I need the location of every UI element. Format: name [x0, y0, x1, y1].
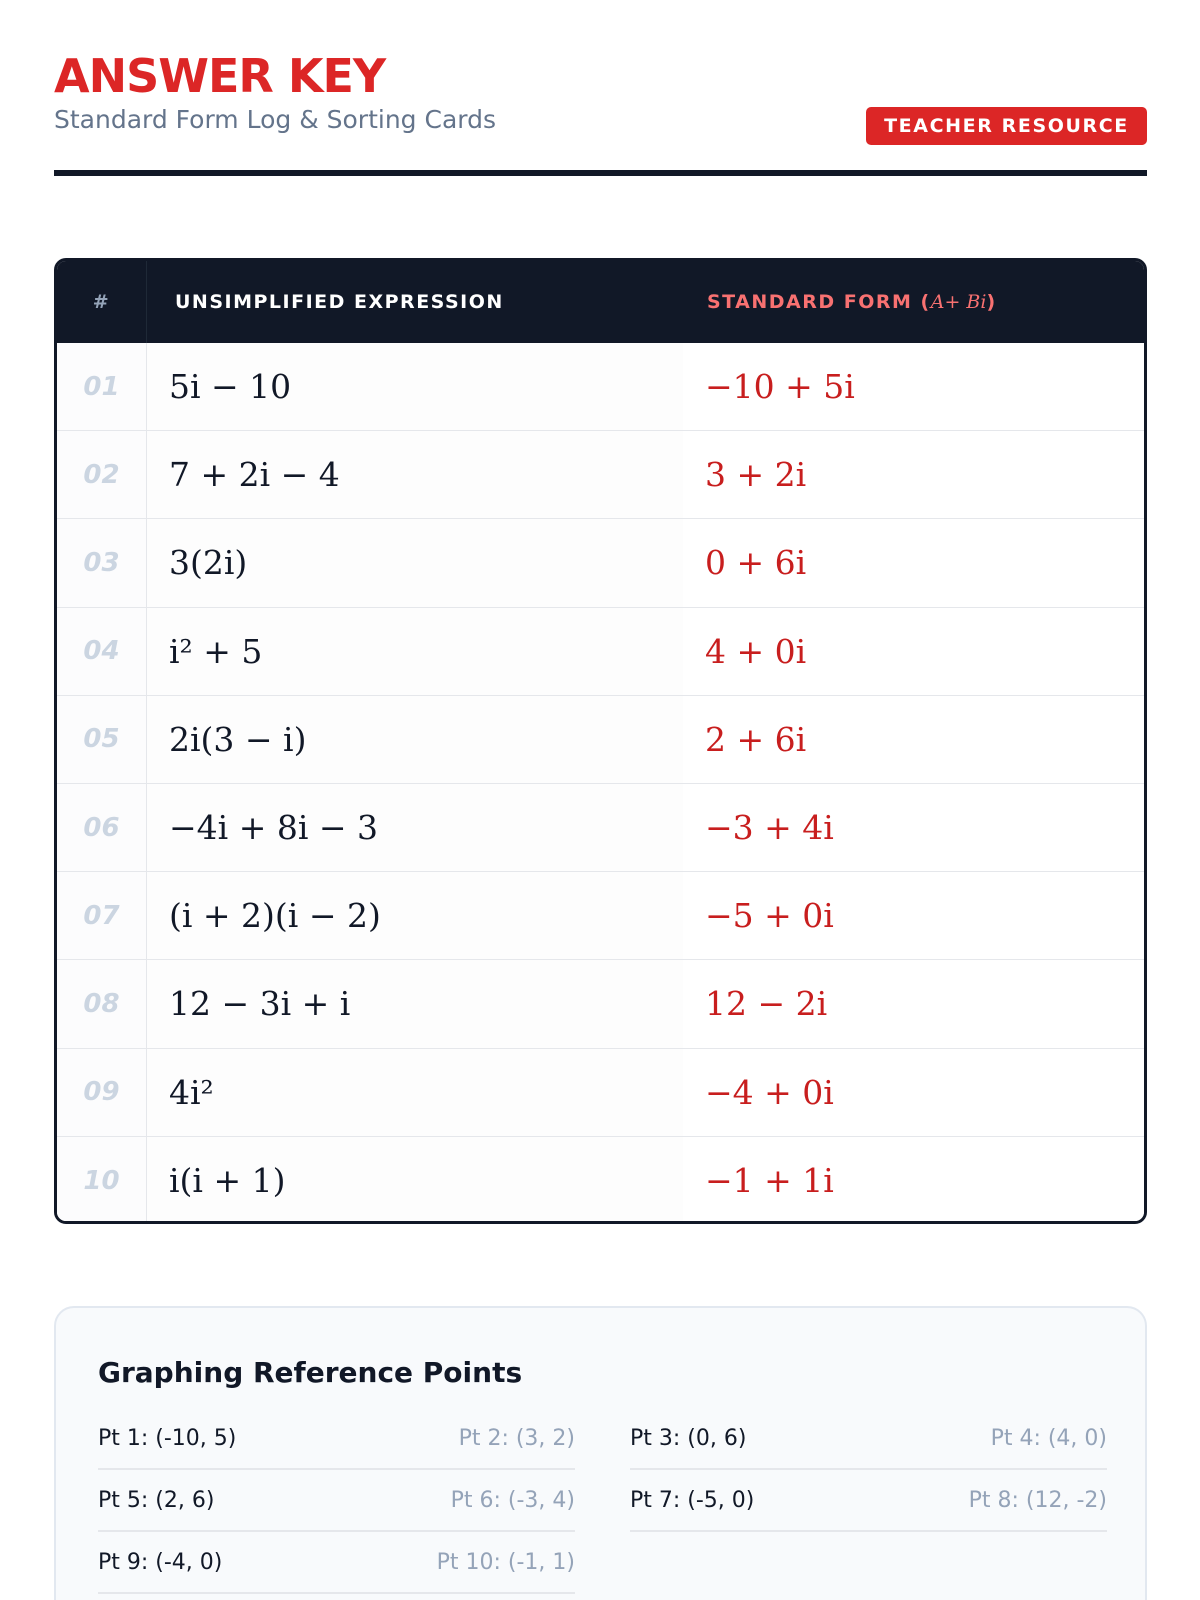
reference-point: Pt 7: (-5, 0) — [630, 1487, 755, 1513]
standard-form-close: ) — [986, 291, 997, 313]
answer-table — [54, 258, 1147, 1224]
standard-form-answer: 0 + 6i — [683, 519, 1144, 606]
table-row — [57, 960, 1144, 1048]
standard-form-label: STANDARD FORM ( — [707, 291, 931, 313]
reference-point: Pt 3: (0, 6) — [630, 1425, 747, 1451]
table-header-row — [57, 261, 1144, 343]
column-header-expression: UNSIMPLIFIED EXPRESSION — [175, 291, 504, 313]
reference-point: Pt 5: (2, 6) — [98, 1487, 215, 1513]
header-divider — [54, 170, 1147, 176]
page-subtitle: Standard Form Log & Sorting Cards — [54, 105, 497, 134]
standard-form-answer: −5 + 0i — [683, 872, 1144, 959]
standard-form-math: A+ Bi — [930, 291, 987, 313]
reference-point-pair — [98, 1408, 575, 1470]
row-number: 10 — [57, 1137, 147, 1224]
reference-point: Pt 6: (-3, 4) — [450, 1487, 575, 1513]
table-row — [57, 519, 1144, 607]
row-number: 07 — [57, 872, 147, 959]
reference-point: Pt 2: (3, 2) — [458, 1425, 575, 1451]
row-number: 06 — [57, 784, 147, 871]
teacher-resource-badge: TEACHER RESOURCE — [866, 107, 1147, 145]
reference-point-pair — [98, 1470, 575, 1532]
table-row — [57, 1137, 1144, 1224]
reference-point: Pt 9: (-4, 0) — [98, 1549, 223, 1575]
unsimplified-expression: i(i + 1) — [147, 1137, 683, 1224]
reference-title: Graphing Reference Points — [98, 1356, 523, 1389]
row-number: 03 — [57, 519, 147, 606]
table-row — [57, 784, 1144, 872]
column-header-standard-form — [683, 291, 1144, 313]
standard-form-answer: 12 − 2i — [683, 960, 1144, 1047]
standard-form-answer: 4 + 0i — [683, 608, 1144, 695]
row-number: 05 — [57, 696, 147, 783]
table-body — [57, 343, 1144, 1224]
reference-point-pair — [630, 1408, 1107, 1470]
table-row — [57, 696, 1144, 784]
table-row — [57, 431, 1144, 519]
reference-point: Pt 4: (4, 0) — [990, 1425, 1107, 1451]
row-number: 08 — [57, 960, 147, 1047]
unsimplified-expression: 2i(3 − i) — [147, 696, 683, 783]
row-number: 02 — [57, 431, 147, 518]
column-header-number: # — [57, 261, 147, 343]
unsimplified-expression: 4i² — [147, 1049, 683, 1136]
standard-form-answer: −1 + 1i — [683, 1137, 1144, 1224]
reference-point-pair — [98, 1532, 575, 1594]
unsimplified-expression: −4i + 8i − 3 — [147, 784, 683, 871]
reference-point-pair — [630, 1470, 1107, 1532]
standard-form-answer: −10 + 5i — [683, 343, 1144, 430]
graphing-reference-card — [54, 1306, 1147, 1600]
reference-point: Pt 8: (12, -2) — [968, 1487, 1107, 1513]
unsimplified-expression: i² + 5 — [147, 608, 683, 695]
reference-point: Pt 10: (-1, 1) — [436, 1549, 575, 1575]
unsimplified-expression: 12 − 3i + i — [147, 960, 683, 1047]
table-row — [57, 343, 1144, 431]
unsimplified-expression: 5i − 10 — [147, 343, 683, 430]
reference-point: Pt 1: (-10, 5) — [98, 1425, 237, 1451]
table-row — [57, 872, 1144, 960]
unsimplified-expression: (i + 2)(i − 2) — [147, 872, 683, 959]
table-row — [57, 1049, 1144, 1137]
standard-form-answer: −3 + 4i — [683, 784, 1144, 871]
row-number: 04 — [57, 608, 147, 695]
standard-form-answer: 3 + 2i — [683, 431, 1144, 518]
table-row — [57, 608, 1144, 696]
standard-form-answer: 2 + 6i — [683, 696, 1144, 783]
page-title: ANSWER KEY — [54, 49, 386, 103]
standard-form-answer: −4 + 0i — [683, 1049, 1144, 1136]
row-number: 01 — [57, 343, 147, 430]
reference-points-grid — [98, 1408, 1107, 1594]
page-header — [54, 48, 1147, 176]
row-number: 09 — [57, 1049, 147, 1136]
unsimplified-expression: 3(2i) — [147, 519, 683, 606]
unsimplified-expression: 7 + 2i − 4 — [147, 431, 683, 518]
